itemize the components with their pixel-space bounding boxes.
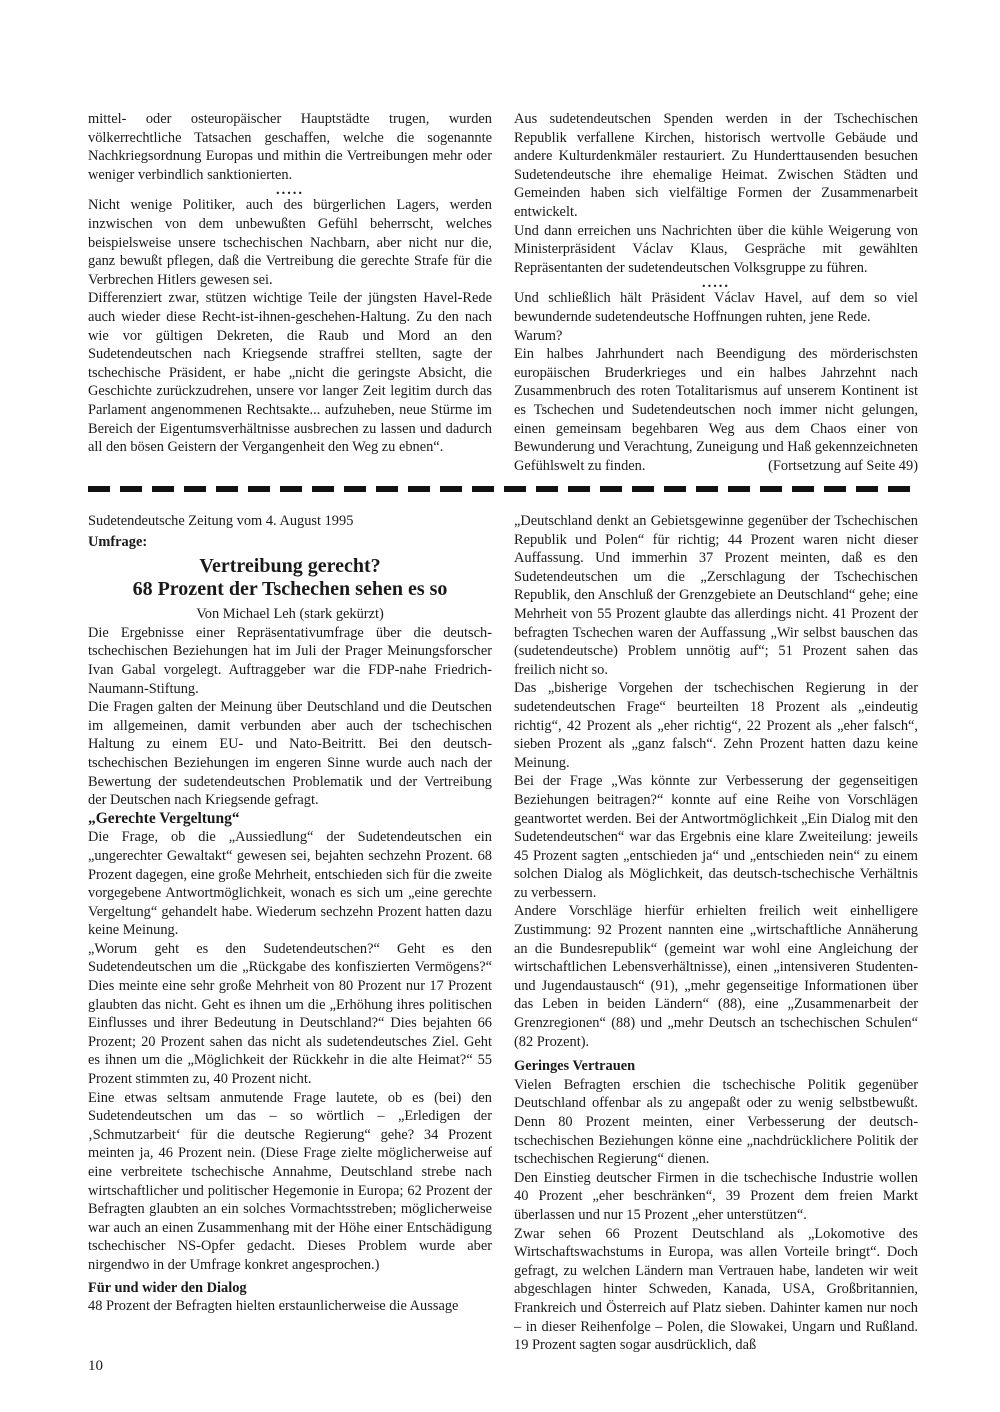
paragraph: „Worum geht es den Sudetendeutschen?“ Geht es den Sudetendeutschen um die „Rückgabe des konfiszierten Vermögens?“ Dies meinte eine sehr große Mehrheit von 80 Prozent nur 17 Prozent glaubten das nicht. Geht es ihnen um die „Erhöhung ihres politischen Einflusses und ihrer Bedeutung in Deutschland?“ Dies bejahten 66 Prozent; 20 Prozent sahen das nicht als sudetendeutsches Ziel. Geht es ihnen um die „Möglichkeit der Rückkehr in die alte Heimat?“ 55 Prozent stimmten zu, 40 Prozent nicht.: [88, 940, 492, 1088]
paragraph: „Deutschland denkt an Gebietsgewinne gegenüber der Tschechischen Republik und Polen“ für richtig; 44 Prozent waren nicht dieser Auffassung. Und immerhin 37 Prozent meinten, daß es den Sudetendeutschen um die „Zerschlagung der Tschechischen Republik, den Anschluß der Grenzgebiete an Deutschland“ gehe; eine Mehrheit von 55 Prozent glaubte das allerdings nicht. 41 Prozent der befragten Tschechen waren der Auffassung „Wir selbst bauschen das (sudetendeutsche) Problem unnötig auf“; 51 Prozent sahen das freilich nicht so.: [514, 513, 918, 678]
article-source: Sudetendeutsche Zeitung vom 4. August 1995: [88, 513, 354, 529]
paragraph: Aus sudetendeutschen Spenden werden in der Tschechischen Republik verfallene Kirchen, historisch wertvolle Gebäude und andere Kulturdenkmäler restauriert. Zu Hunderttausenden besuchen Sudetendeutsche ihre ehemalige Heimat. Zwischen Städten und Gemeinden haben sich vielfältige Formen der Zusammenarbeit entwickelt.: [514, 111, 918, 220]
top-left-column: [88, 110, 492, 457]
paragraph: Und schließlich hält Präsident Václav Havel, auf dem so viel bewundernde sudetendeutsche Hoffnungen ruhten, jene Rede.: [514, 290, 918, 325]
paragraph: Differenziert zwar, stützen wichtige Teile der jüngsten Havel-Rede auch wieder diese Recht-ist-ihnen-geschehen-Haltung. Zu den nach wie vor gültigen Dekreten, die Raub und Mord an den Sudetendeutschen nach Kriegsende straffrei stellten, sagte der tschechische Präsident, er habe „nicht die geringste Absicht, die Geschichte zurückzudrehen, unsere vor langer Zeit legitim durch das Parlament angenommenen Rechtsakte... aufzuheben, neue Stürme im Bereich der Eigentumsverhältnisse ausbrechen zu lassen und dadurch all den bösen Geistern der Vergangenheit den Weg zu ebnen“.: [88, 290, 492, 456]
subheading: „Gerechte Vergeltung“: [88, 809, 240, 827]
paragraph: 48 Prozent der Befragten hielten erstaunlicherweise die Aussage: [88, 1298, 459, 1315]
paragraph: Vielen Befragten erschien die tschechische Politik gegenüber Deutschland offenbar als zu angepaßt oder zu wenig selbstbewußt. Denn 80 Prozent meinten, einer Verbesserung der deutsch-tschechischen Beziehungen könne eine „nachdrücklichere Politik der tschechischen Regierung“ dienen.: [514, 1076, 918, 1168]
article-headline: [88, 555, 492, 601]
headline-line-1: Vertreibung gerecht?: [199, 555, 381, 578]
paragraph: Nicht wenige Politiker, auch des bürgerlichen Lagers, werden inzwischen von dem unbewußten Gefühl beherrscht, welches beispielsweise unsere tschechischen Nachbarn, aber nicht nur die, ganz bewußt pflegen, daß die Vertreibung die gerechte Strafe für die Verbrechen Hitlers gewesen sei.: [88, 197, 492, 288]
continuation-note: (Fortsetzung auf Seite 49): [768, 457, 918, 474]
paragraph: Das „bisherige Vorgehen der tschechischen Regierung in der sudetendeutschen Frage“ beurteilten 18 Prozent als „eindeutig richtig“, 42 Prozent als „eher richtig“, 22 Prozent als „eher falsch“, sieben Prozent als „ganz falsch“. Zehn Prozent hatten dazu keine Meinung.: [514, 680, 918, 771]
paragraph: Die Frage, ob die „Aussiedlung“ der Sudetendeutschen ein „ungerechter Gewaltakt“ gewesen sei, bejahten sechzehn Prozent. 68 Prozent dagegen, eine große Mehrheit, entschieden sich für die zweite vorgegebene Antwortmöglichkeit, wonach es sich um „eine gerechte Vergeltung“ gehandelt habe. Wiederum sechzehn Prozent hatten dazu keine Meinung.: [88, 829, 492, 939]
paragraph: Den Einstieg deutscher Firmen in die tschechische Industrie wollen 40 Prozent „eher beschränken“, 39 Prozent dem freien Markt überlassen und nur 15 Prozent „eher unterstützen“.: [514, 1169, 918, 1223]
paragraph: mittel- oder osteuropäischer Hauptstädte trugen, wurden völkerrechtliche Tatsachen geschaffen, welche die sogenannte Nachkriegsordnung Europas und mithin die Vertreibungen mehr oder weniger verbindlich sanktionierten.: [88, 111, 492, 183]
dashed-divider: [88, 486, 920, 492]
paragraph: Die Ergebnisse einer Repräsentativumfrage über die deutsch-tschechischen Beziehungen hat im Juli der Prager Meinungsforscher Ivan Gabal vorgelegt. Auftraggeber war die FDP-nahe Friedrich-Naumann-Stiftung.: [88, 624, 492, 697]
top-right-column: [514, 110, 918, 475]
article-byline: Von Michael Leh (stark gekürzt): [196, 606, 384, 623]
paragraph: Die Fragen galten der Meinung über Deutschland und die Deutschen im allgemeinen, damit verbunden aber auch der tschechischen Haltung zu einem EU- und Nato-Beitritt. Bei den deutsch-tschechischen Beziehungen im engeren Sinne wurde auch nach der Bewertung der sudetendeutschen Problematik und der Vertreibung der Deutschen nach Kriegsende gefragt.: [88, 699, 492, 809]
page-number: 10: [88, 1358, 103, 1374]
paragraph-text: Ein halbes Jahrhundert nach Beendigung des mörderischsten europäischen Bruderkrieges und ein halbes Jahrzehnt nach Zusammenbruch des roten Totalitarismus auf unserem Kontinent ist es Tschechen und Sudetendeutschen noch immer nicht gelungen, einen gemeinsam begehbaren Weg aus dem Chaos einer von Bewunderung und Verachtung, Zuneigung und Haß gekennzeichneten Gefühlswelt zu finden.: [514, 346, 918, 474]
article-right-column: [514, 512, 918, 1355]
headline-line-2: 68 Prozent der Tschechen sehen es so: [132, 578, 448, 601]
paragraph: Warum?: [514, 327, 563, 344]
paragraph: Zwar sehen 66 Prozent Deutschland als „Lokomotive des Wirtschaftswachstums in Europa, was allen Vorteile bringt“. Doch gefragt, zu welchen Ländern man Vertrauen habe, landeten wir weit abgeschlagen hinter Schweden, Kanada, USA, Großbritannien, Frankreich und Österreich auf Platz sieben. Dahinter kamen nur noch – in dieser Reihenfolge – Polen, die Slowakei, Ungarn und Rußland. 19 Prozent sagten sogar ausdrücklich, daß: [514, 1225, 918, 1354]
subheading: Für und wider den Dialog: [88, 1279, 247, 1296]
article-left-column: [88, 512, 492, 1316]
section-separator: .....: [702, 275, 730, 292]
article-kicker: Umfrage:: [88, 533, 148, 550]
subheading: Geringes Vertrauen: [514, 1058, 636, 1075]
paragraph: Und dann erreichen uns Nachrichten über die kühle Weigerung von Ministerpräsident Václav Klaus, Gespräche mit gewählten Repräsentanten der sudetendeutschen Volksgruppe zu führen.: [514, 222, 918, 276]
paragraph: Andere Vorschläge hierfür erhielten freilich weit einhelligere Zustimmung: 92 Prozent nannten eine „wirtschaftliche Annäherung an die Bundesrepublik“ (gemeint war wohl eine Angleichung der wirtschaftlichen Lebensverhältnisse), einen „intensiveren Studenten- und Jugendaustausch“ (91), „mehr gegenseitige Informationen über das Leben in beiden Ländern“ (88), eine „Zusammenarbeit der Grenzregionen“ (88) und „mehr Deutsch an tschechischen Schulen“ (82 Prozent).: [514, 903, 918, 1050]
paragraph: Bei der Frage „Was könnte zur Verbesserung der gegenseitigen Beziehungen beitragen?“ konnte auf eine Reihe von Vorschlägen geantwortet werden. Bei der Antwortmöglichkeit „Ein Dialog mit den Sudetendeutschen“ war das Ergebnis eine klare Zweiteilung: jeweils 45 Prozent sagten „entschieden ja“ und „entschieden nein“ zu einem solchen Dialog als Möglichkeit, das deutsch-tschechische Verhältnis zu verbessern.: [514, 773, 918, 901]
paragraph: [514, 345, 918, 475]
paragraph: Eine etwas seltsam anmutende Frage lautete, ob es (bei) den Sudetendeutschen um das – so wörtlich – „Erledigen der ‚Schmutzarbeit‘ für die deutsche Regierung“ gehe? 34 Prozent meinten ja, 46 Prozent nein. (Diese Frage zielte möglicherweise auf eine verbreitete tschechische Annahme, Deutschland strebe nach wirtschaftlicher und politischer Hegemonie in Europa; 62 Prozent der Befragten glaubten an ein solches Vormachtsstreben; möglicherweise war auch an einen Zusammenhang mit der Höhe einer Entschädigung tschechischer NS-Opfer gedacht. Dieses Problem wurde aber nirgendwo in der Umfrage konkret angesprochen.): [88, 1089, 492, 1273]
section-separator: .....: [276, 182, 304, 199]
